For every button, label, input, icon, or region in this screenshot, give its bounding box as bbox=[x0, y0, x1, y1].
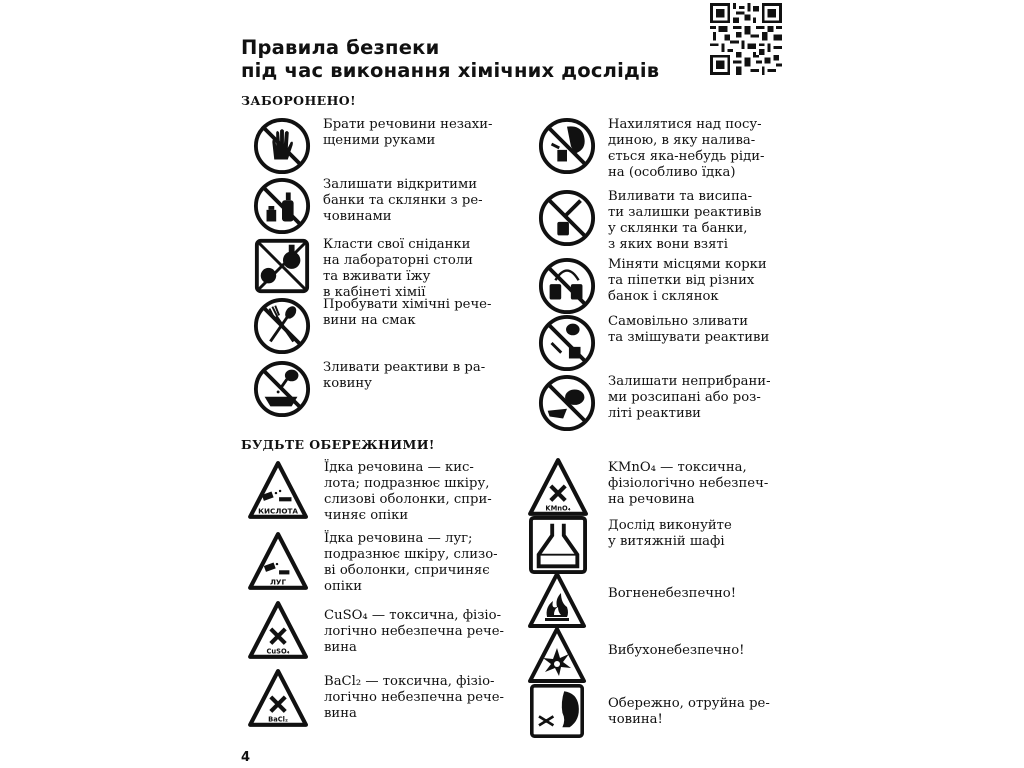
hazard-label: ЛУГ bbox=[269, 577, 287, 587]
page-title-line-1: Правила безпеки bbox=[241, 36, 440, 59]
careful-text: Обережно, отруйна ре- човина! bbox=[608, 696, 770, 727]
careful-text: Вибухонебезпечно! bbox=[608, 643, 745, 658]
section-forbidden-heading: ЗАБОРОНЕНО! bbox=[241, 93, 356, 108]
poison-icon bbox=[530, 684, 584, 738]
section-careful-heading: БУДЬТЕ ОБЕРЕЖНИМИ! bbox=[241, 437, 435, 452]
careful-text: Вогненебезпечно! bbox=[608, 586, 737, 601]
spoon-fork-prohibited-icon bbox=[253, 297, 311, 355]
open-bottle-prohibited-icon bbox=[253, 177, 311, 235]
toxic-cuso4-icon bbox=[246, 600, 308, 662]
forbidden-text: Самовільно зливати та змішувати реактиви bbox=[608, 314, 770, 345]
careful-text: CuSO₄ — токсична, фізіо- логічно небезпечна рече- вина bbox=[324, 608, 504, 655]
hazard-label: КИСЛОТА bbox=[258, 506, 298, 516]
sink-prohibited-icon bbox=[253, 360, 311, 418]
forbidden-text: Міняти місцями корки та піпетки від різних банок і склянок bbox=[608, 257, 767, 304]
flammable-icon bbox=[527, 571, 587, 631]
forbidden-text: Виливати та висипа- ти залишки реактивів у склянки та банки, з яких вони взяті bbox=[608, 189, 762, 252]
careful-text: Дослід виконуйте у витяжній шафі bbox=[608, 518, 732, 549]
toxic-bacl2-icon bbox=[246, 668, 308, 730]
careful-text: Їдка речовина — луг; подразнює шкіру, слизо- ві оболонки, спричиняє опіки bbox=[324, 531, 498, 594]
forbidden-text: Класти свої сніданки на лабораторні столи та вживати їжу в кабінеті хімії bbox=[323, 237, 473, 300]
food-prohibited-icon bbox=[253, 237, 311, 295]
careful-text: BaCl₂ — токсична, фізіо- логічно небезпечна рече- вина bbox=[324, 674, 504, 721]
page-number: 4 bbox=[241, 750, 251, 765]
forbidden-text: Пробувати хімічні рече- вини на смак bbox=[323, 297, 492, 328]
forbidden-text: Нахилятися над посу- диною, в яку налива- ється яка-небудь ріди- на (особливо їдка) bbox=[608, 117, 765, 180]
mixing-prohibited-icon bbox=[538, 314, 596, 372]
toxic-kmno4-icon bbox=[526, 457, 588, 519]
swap-corks-prohibited-icon bbox=[538, 257, 596, 315]
hand-prohibited-icon bbox=[253, 117, 311, 175]
leaning-prohibited-icon bbox=[538, 117, 596, 175]
page-title-line-2: під час виконання хімічних дослідів bbox=[241, 59, 660, 82]
forbidden-text: Залишати відкритими банки та склянки з ре- човинами bbox=[323, 177, 483, 224]
pour-back-prohibited-icon bbox=[538, 189, 596, 247]
forbidden-text: Брати речовини незахи- щеними руками bbox=[323, 117, 493, 148]
qr-code-icon[interactable] bbox=[710, 3, 782, 75]
hazard-label: BaCl₂ bbox=[268, 715, 288, 724]
hazard-label: CuSO₄ bbox=[266, 647, 290, 656]
corrosive-alkali-icon bbox=[246, 531, 308, 593]
explosive-icon bbox=[527, 626, 587, 686]
hazard-label: KMnO₄ bbox=[545, 504, 571, 513]
careful-text: KMnO₄ — токсична, фізіологічно небезпеч- на речовина bbox=[608, 460, 769, 507]
fume-hood-icon bbox=[529, 516, 587, 574]
forbidden-text: Залишати неприбрани- ми розсипані або роз- літі реактиви bbox=[608, 374, 771, 421]
page-title bbox=[241, 36, 659, 82]
spill-prohibited-icon bbox=[538, 374, 596, 432]
careful-text: Їдка речовина — кис- лота; подразнює шкіру, слизові оболонки, спри- чиняє опіки bbox=[324, 460, 492, 523]
corrosive-acid-icon bbox=[246, 460, 308, 522]
forbidden-text: Зливати реактиви в ра- ковину bbox=[323, 360, 486, 391]
